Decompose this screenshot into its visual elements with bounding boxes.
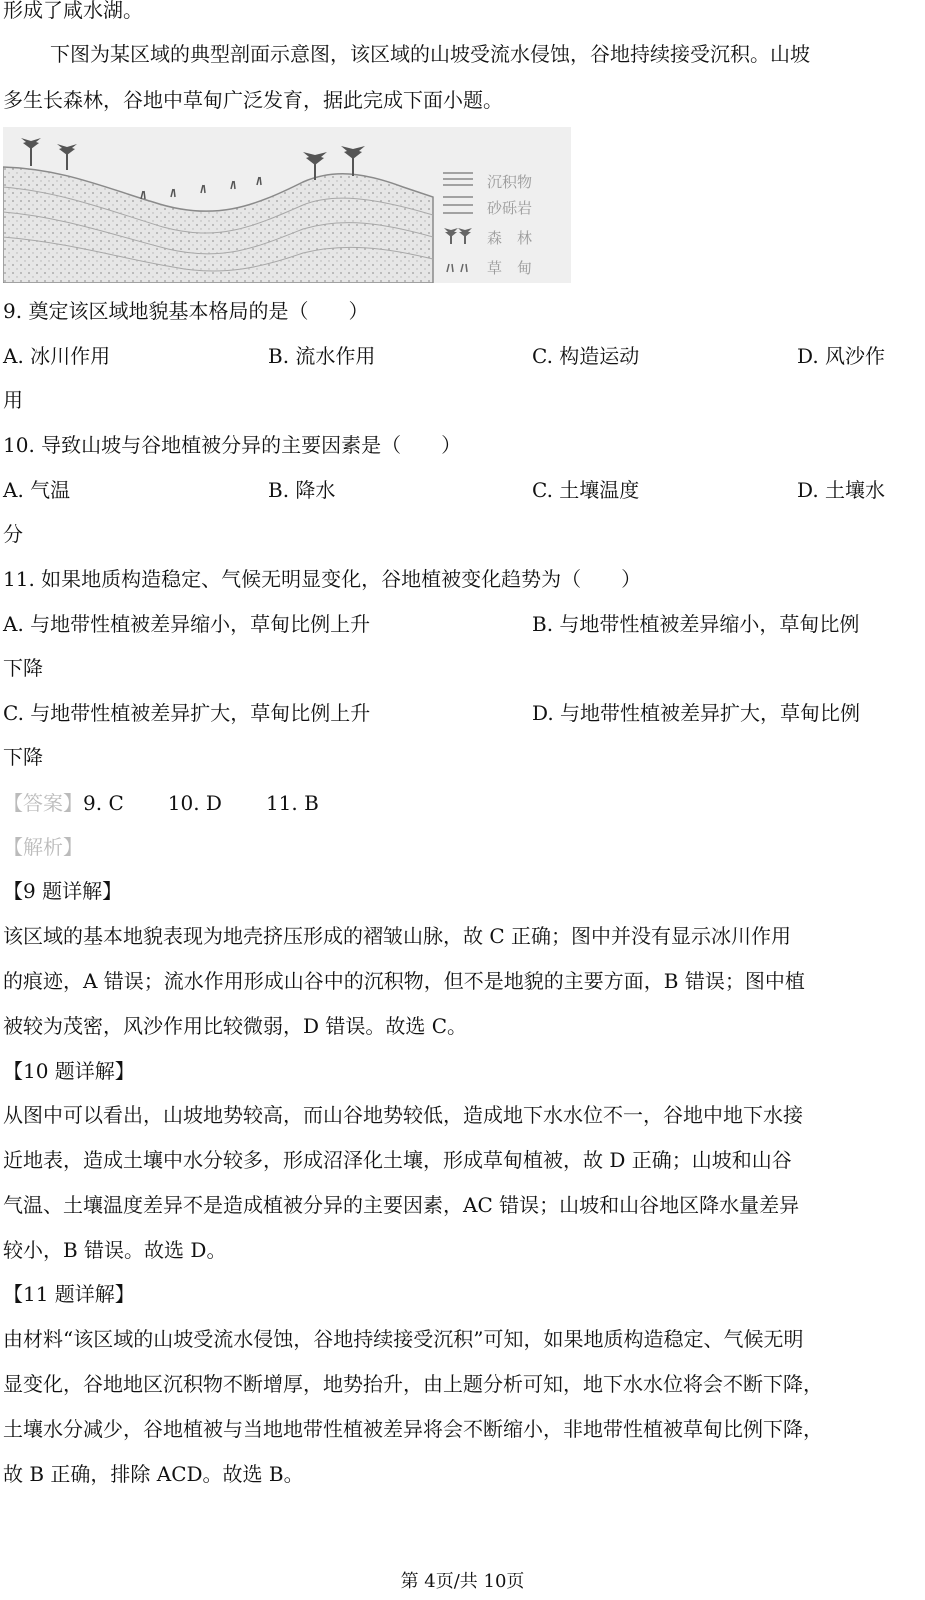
passage-line-1: 下图为某区域的典型剖面示意图，该区域的山坡受流水侵蚀，谷地持续接受沉积。山坡 bbox=[50, 42, 810, 66]
detail-11-line-3: 土壤水分减少，谷地植被与当地地带性植被差异将会不断缩小，非地带性植被草甸比例下降， bbox=[3, 1417, 823, 1441]
analysis-tag: 【解析】 bbox=[3, 835, 83, 859]
q10-option-b: B. 降水 bbox=[268, 478, 336, 502]
legend-sediment: 沉积物 bbox=[487, 173, 533, 191]
q9-option-a: A. 冰川作用 bbox=[3, 344, 111, 368]
detail-10-line-2: 近地表，造成土壤中水分较多，形成沼泽化土壤，形成草甸植被，故 D 正确；山坡和山谷 bbox=[3, 1148, 792, 1172]
legend-conglomerate: 砂砾岩 bbox=[487, 199, 533, 217]
passage-line-2: 多生长森林，谷地中草甸广泛发育，据此完成下面小题。 bbox=[3, 88, 503, 112]
legend-forest: 森 林 bbox=[487, 229, 533, 247]
detail-10-line-3: 气温、土壤温度差异不是造成植被分异的主要因素，AC 错误；山坡和山谷地区降水量差异 bbox=[3, 1193, 800, 1217]
detail-11-line-4: 故 B 正确，排除 ACD。故选 B。 bbox=[3, 1462, 304, 1486]
q11-option-c: C. 与地带性植被差异扩大，草甸比例上升 bbox=[3, 701, 371, 725]
q9-option-d: D. 风沙作 bbox=[797, 344, 886, 368]
cross-section-figure bbox=[3, 127, 571, 283]
detail-10-line-4: 较小，B 错误。故选 D。 bbox=[3, 1238, 227, 1262]
question-9-stem: 9. 奠定该区域地貌基本格局的是（ ） bbox=[3, 299, 369, 323]
q11-option-b-wrap: 下降 bbox=[3, 656, 43, 680]
q10-option-a: A. 气温 bbox=[3, 478, 71, 502]
q9-option-b: B. 流水作用 bbox=[268, 344, 376, 368]
detail-11-title: 【11 题详解】 bbox=[3, 1282, 135, 1306]
q11-option-d-wrap: 下降 bbox=[3, 745, 43, 769]
detail-11-line-2: 显变化，谷地地区沉积物不断增厚，地势抬升，由上题分析可知，地下水水位将会不断下降， bbox=[3, 1372, 823, 1396]
question-11-stem: 11. 如果地质构造稳定、气候无明显变化，谷地植被变化趋势为（ ） bbox=[3, 567, 642, 591]
question-10-stem: 10. 导致山坡与谷地植被分异的主要因素是（ ） bbox=[3, 433, 462, 457]
q10-option-d-wrap: 分 bbox=[3, 522, 23, 546]
answer-tag: 【答案】 bbox=[3, 791, 83, 815]
intro-tail: 形成了咸水湖。 bbox=[3, 0, 143, 22]
detail-10-title: 【10 题详解】 bbox=[3, 1059, 135, 1083]
detail-9-line-1: 该区域的基本地貌表现为地壳挤压形成的褶皱山脉，故 C 正确；图中并没有显示冰川作用 bbox=[3, 924, 792, 948]
detail-11-line-1: 由材料“该区域的山坡受流水侵蚀，谷地持续接受沉积”可知，如果地质构造稳定、气候无明 bbox=[3, 1327, 804, 1351]
answer-10: 10. D bbox=[167, 791, 222, 815]
legend-meadow: 草 甸 bbox=[487, 259, 533, 277]
answer-11: 11. B bbox=[265, 791, 319, 815]
q11-option-b: B. 与地带性植被差异缩小，草甸比例 bbox=[532, 612, 860, 636]
q10-option-d: D. 土壤水 bbox=[797, 478, 886, 502]
detail-9-title: 【9 题详解】 bbox=[3, 879, 123, 903]
answer-9: 9. C bbox=[83, 791, 124, 815]
detail-10-line-1: 从图中可以看出，山坡地势较高，而山谷地势较低，造成地下水水位不一，谷地中地下水接 bbox=[3, 1103, 803, 1127]
q10-option-c: C. 土壤温度 bbox=[532, 478, 640, 502]
page-footer: 第 4页/共 10页 bbox=[400, 1571, 525, 1592]
detail-9-line-3: 被较为茂密，风沙作用比较微弱，D 错误。故选 C。 bbox=[3, 1014, 468, 1038]
q11-option-d: D. 与地带性植被差异扩大，草甸比例 bbox=[532, 701, 861, 725]
q11-option-a: A. 与地带性植被差异缩小，草甸比例上升 bbox=[3, 612, 371, 636]
q9-option-c: C. 构造运动 bbox=[532, 344, 640, 368]
answer-line bbox=[3, 789, 319, 817]
q9-option-d-wrap: 用 bbox=[3, 388, 23, 412]
detail-9-line-2: 的痕迹，A 错误；流水作用形成山谷中的沉积物，但不是地貌的主要方面，B 错误；图中植 bbox=[3, 969, 805, 993]
